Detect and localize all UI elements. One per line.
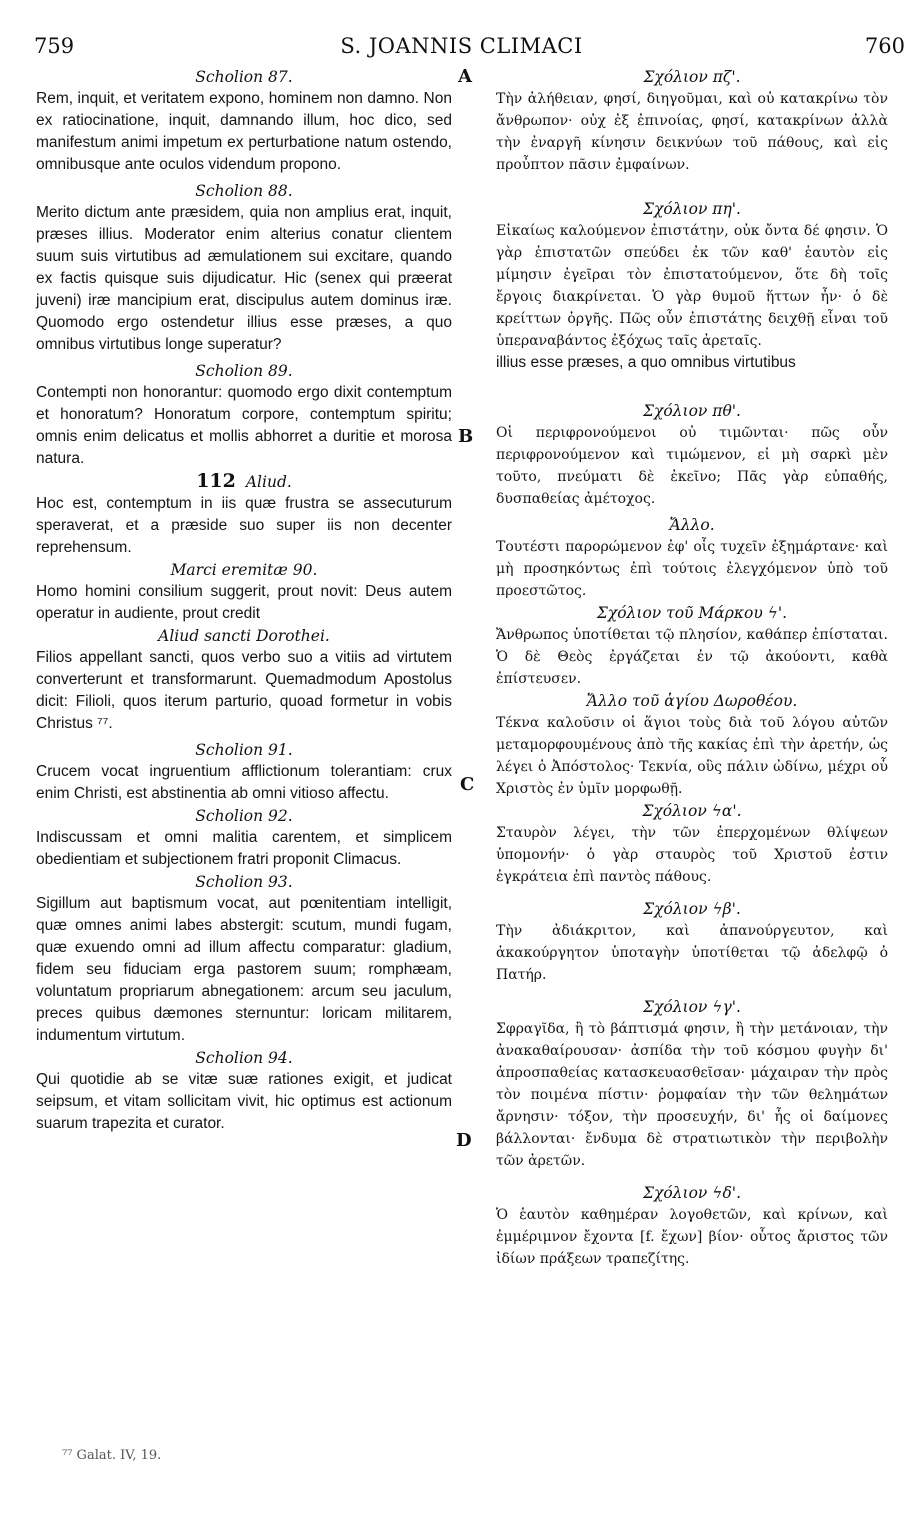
section-text: Qui quotidie ab se vitæ suæ rationes exigit, et judicat seipsum, et vitam sollicitam vivit, hic optimus est actionum suarum trapezita et curator. (36, 1071, 452, 1132)
scholion-block (36, 180, 452, 356)
section-heading: Σχόλιον πζ'. (643, 68, 741, 86)
scholion-block (36, 66, 452, 176)
scholion-block (36, 625, 452, 735)
section-text: Filios appellant sancti, quos verbo suo a vitiis ad virtutem converterunt et transformarunt. Quemadmodum Apostolus dicit: Filioli, quos iterum parturio, quoad formetur in vobis Christus ⁷⁷. (36, 649, 452, 732)
scholion-block (496, 198, 888, 352)
scholion-block (36, 871, 452, 1047)
section-heading: Ἄλλο τοῦ ἁγίου Δωροθέου. (586, 692, 798, 710)
section-text: Hoc est, contemptum in iis quæ frustra se assecuturum speraverat, et a præside suo super iis non decenter reprehensum. (36, 495, 452, 556)
margin-marker-a: A (458, 66, 472, 87)
greek-column (496, 66, 888, 1270)
page-number-right: 760 (864, 34, 905, 58)
stray-latin-line (496, 352, 888, 374)
section-text: Merito dictum ante præsidem, quia non amplius erat, inquit, præses illius. Moderator enim alterius conatur clientem suum suis virtutibus ad æmulationem sui excitare, quando ex factis quisque suis dijudicatur. Hic (senex qui præerat juveni) iræ mancipium erat, discipulus autem dominus iræ. Quomodo ergo ostendetur illius esse præses, a quo omnibus virtutibus longe superatur? (36, 204, 452, 353)
section-text: Sigillum aut baptismum vocat, aut pœnitentiam intelligit, quæ omnes animi labes abstergit: scutum, mundi fugam, quæ exuendo omni ad illum affectu comparatur: gladium, fidem seu fiduciam erga pastorem suum; romphæam, voluntatum propriarum abnegationem: arcum seu jaculum, preces quibus dæmones sternuntur: loricam militarem, indumentum virtutum. (36, 895, 452, 1044)
section-text: Homo homini consilium suggerit, prout novit: Deus autem operatur in audiente, prout credit (36, 583, 452, 622)
section-text: Εἰκαίως καλούμενον ἐπιστάτην, οὐκ ὄντα δέ φησιν. Ὁ γὰρ ἐπιστατῶν σπεύδει ἐκ τῶν καθ' ἑαυτὸν εἰς μίμησιν ἐγεῖραι τὸν ἐπιστατούμενον, ὅτε δὴ τοῖς ἔργοις διακρίνεται. Ὁ γὰρ θυμοῦ ἥττων ἦν· ὁ δὲ κρείττων ὀργῆς. Πῶς οὖν ἐπιστάτης δειχθῇ εἶναι τοῦ ὑπεραναβάντος ἐξόχως ταῖς ἀρεταῖς. (496, 223, 888, 349)
scholion-block (496, 514, 888, 602)
section-text: Ἄνθρωπος ὑποτίθεται τῷ πλησίον, καθάπερ ἐπίσταται. Ὁ δὲ Θεὸς ἐργάζεται ἐν τῷ ἀκούοντι, καθὰ ἐπίστευσεν. (496, 627, 888, 687)
section-heading: Aliud sancti Dorothei. (158, 627, 330, 645)
section-text: Τουτέστι παρορώμενον ἐφ' οἷς τυχεῖν ἐξημάρτανε· καὶ μὴ προσηκόντως ἐπὶ τούτοις ἐλεγχόμενον ὑπὸ τοῦ προεστῶτος. (496, 539, 888, 599)
section-text: Contempti non honorantur: quomodo ergo dixit contemptum et honoratum? Honoratum corpore, contemptum spiritu; omnis enim delicatus et mollis abhorret a duritie et morosa natura. (36, 384, 452, 467)
section-heading: Σχόλιον ϟβ'. (643, 900, 741, 918)
section-heading: Σχόλιον ϟδ'. (642, 1184, 741, 1202)
section-heading: Σχόλιον τοῦ Μάρκου ϟ'. (596, 604, 788, 622)
scholion-block (36, 805, 452, 871)
scholion-block (496, 602, 888, 690)
footnote: ⁷⁷ Galat. IV, 19. (62, 1448, 162, 1463)
scholion-block (36, 360, 452, 470)
running-title: S. JOANNIS CLIMACI (340, 34, 583, 58)
section-heading: Σχόλιον πη'. (643, 200, 741, 218)
section-text: Σφραγῖδα, ἢ τὸ βάπτισμά φησιν, ἢ τὴν μετάνοιαν, τὴν ἀνακαθαίρουσαν· ἀσπίδα τὴν τοῦ κόσμου φυγὴν δι' ἀπροσπαθείας κατασκευασθεῖσαν· μάχαιραν τὴν πρὸς τὸν ποιμένα πίστιν· ῥομφαίαν τὴν τῶν θελημάτων ἄρνησιν· τόξον, τὴν προσευχήν, δι' ἧς οἱ δαίμονες βάλλονται· ἔνδυμα δὲ στρατιωτικὸν τὴν περιβολὴν τῶν ἀρετῶν. (496, 1021, 888, 1169)
section-heading: Scholion 89. (195, 362, 293, 380)
section-text: Τέκνα καλοῦσιν οἱ ἅγιοι τοὺς διὰ τοῦ λόγου αὐτῶν μεταμορφουμένους ἀπὸ τῆς κακίας ἐπὶ τὴν ἀρετήν, ὡς λέγει ὁ Ἀπόστολος· Τεκνία, οὓς πάλιν ὠδίνω, μέχρι οὗ Χριστὸς ἐν ὑμῖν μορφωθῇ. (496, 715, 888, 797)
page-header (0, 34, 923, 64)
scholion-block (496, 400, 888, 510)
section-heading: Scholion 87. (195, 68, 293, 86)
section-text: Τὴν ἀλήθειαν, φησί, διηγοῦμαι, καὶ οὐ κατακρίνω τὸν ἄνθρωπον· οὐχ ἐξ ἐπινοίας, φησί, κατακρίνων ἀλλὰ τὴν ἐναργῆ κίνησιν δεικνύων τοῦ πάθους, καὶ εἰς προὖπτον πᾶσιν ἐμφαίνων. (496, 91, 888, 173)
page-number-left: 759 (34, 34, 75, 58)
margin-marker-b: B (458, 426, 474, 447)
scholion-block (36, 559, 452, 625)
latin-column (36, 66, 452, 1135)
scholion-block (36, 739, 452, 805)
scholion-block (496, 690, 888, 800)
section-heading: Σχόλιον ϟγ'. (643, 998, 741, 1016)
scholion-block (36, 470, 452, 559)
column-number: 112 (196, 470, 236, 492)
section-text: Οἱ περιφρονούμενοι οὐ τιμῶνται· πῶς οὖν περιφρονούμενον καὶ τιμώμενον, εἰ μὴ σαρκὶ μὲν τοῦτο, πνεύματι δὲ ἐκεῖνο; Πᾶς γὰρ εὐπαθής, δυσπαθείας ἀμέτοχος. (496, 425, 888, 507)
section-text: Crucem vocat ingruentium afflictionum tolerantiam: crux enim Christi, est abstinentia ab omni vitioso affectu. (36, 763, 452, 802)
section-text: Rem, inquit, et veritatem expono, hominem non damno. Non ex ratiocinatione, inquit, damnando illum, hoc dico, sed manifestum animi impetum ex perturbatione natum ostendo, omnibusque ante oculos videndum propono. (36, 90, 452, 173)
section-heading: Scholion 92. (195, 807, 293, 825)
section-text: Τὴν ἀδιάκριτον, καὶ ἀπανούργευτον, καὶ ἀκακούργητον ὑποταγὴν ὑποτίθεται τῷ ἀδελφῷ ὁ Πατήρ. (496, 923, 888, 983)
section-heading: Σχόλιον πθ'. (643, 402, 741, 420)
margin-marker-d: D (456, 1130, 472, 1151)
scholion-block (496, 1182, 888, 1270)
scholion-block (496, 800, 888, 888)
scholion-block (496, 898, 888, 986)
section-heading: Σχόλιον ϟα'. (642, 802, 742, 820)
scholion-block (496, 996, 888, 1172)
section-heading: Marci eremitæ 90. (170, 561, 318, 579)
scholion-block (36, 1047, 452, 1135)
margin-marker-c: C (460, 774, 475, 795)
section-heading: 112 Aliud. (196, 470, 292, 492)
section-heading: Scholion 93. (195, 873, 293, 891)
section-heading: Scholion 88. (195, 182, 293, 200)
section-heading: Scholion 91. (195, 741, 293, 759)
section-heading: Ἄλλο. (669, 516, 715, 534)
section-text: Σταυρὸν λέγει, τὴν τῶν ἐπερχομένων θλίψεων ὑπομονήν· ὁ γὰρ σταυρὸς τοῦ Χριστοῦ ἐστιν ἐγκράτεια ἐπὶ παντὸς πάθους. (496, 825, 888, 885)
section-heading: Scholion 94. (195, 1049, 293, 1067)
section-text: Ὁ ἑαυτὸν καθημέραν λογοθετῶν, καὶ κρίνων, καὶ ἐμμέριμνον ἔχοντα [f. ἔχων] βίον· οὗτος ἄριστος τῶν ἰδίων πράξεων τραπεζίτης. (496, 1207, 888, 1267)
section-text: illius esse præses, a quo omnibus virtutibus (496, 354, 796, 371)
scholion-block (496, 66, 888, 176)
section-text: Indiscussam et omni malitia carentem, et simplicem obedientiam et subjectionem fratri proponit Climacus. (36, 829, 452, 868)
